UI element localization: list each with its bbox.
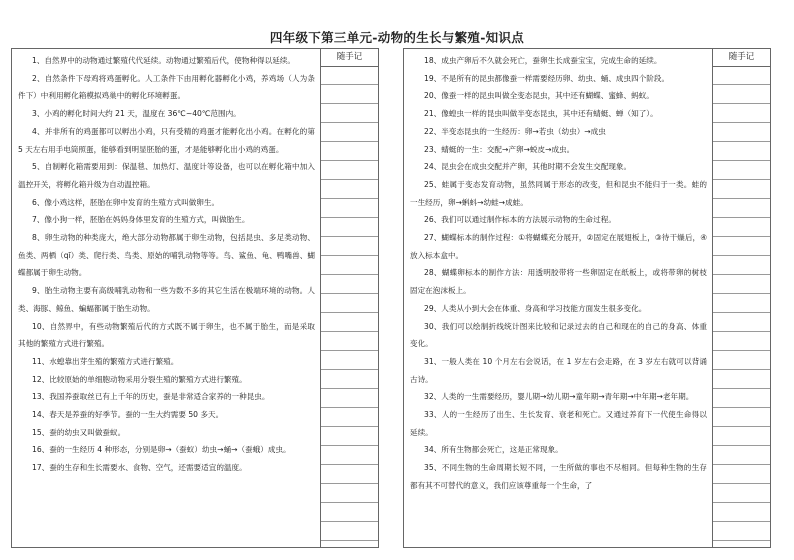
knowledge-item: 29、人类从小到大会在体重、身高和学习技能方面发生很多变化。: [424, 303, 647, 313]
knowledge-item: 19、不是所有的昆虫都像蚕一样需要经历卵、幼虫、蛹、成虫四个阶段。: [424, 73, 670, 83]
knowledge-item: 10、自然界中，有些动物繁殖后代的方式既不属于卵生，也不属于胎生，而是采取其他的繁殖方式进行繁殖。: [18, 321, 315, 349]
knowledge-item: 14、春天是养蚕的好季节。蚕的一生大约需要 50 多天。: [32, 410, 224, 420]
knowledge-item: 2、自然条件下母鸡将鸡蛋孵化。人工条件下由用孵化器孵化小鸡，养鸡场（人为条件下）中利用孵化箱模拟鸡巢中的孵化环境孵蛋。: [18, 73, 315, 101]
knowledge-item: 26、我们可以通过制作标本的方法展示动物的生命过程。: [424, 215, 616, 225]
knowledge-item: 12、比较原始的单细胞动物采用分裂生殖的繁殖方式进行繁殖。: [32, 374, 247, 384]
notes-column-right: [713, 49, 770, 547]
notes-ruled-lines-right: [713, 66, 770, 547]
knowledge-item: 22、半变态昆虫的一生经历：卵→若虫（幼虫）→成虫: [424, 126, 606, 136]
knowledge-item: 24、昆虫会在成虫交配并产卵，其他时期不会发生交配现象。: [424, 162, 632, 172]
notes-header-left: 随手记: [321, 49, 378, 67]
notes-column-left: [321, 49, 378, 547]
knowledge-item: 20、像蚕一样的昆虫叫做全变态昆虫，其中还有蝴蝶、蜜蜂、蚂蚁。: [424, 91, 654, 101]
knowledge-item: 17、蚕的生存和生长需要水、食物、空气，还需要适宜的温度。: [32, 463, 247, 473]
page-title: 四年级下第三单元-动物的生长与繁殖-知识点: [269, 30, 525, 45]
knowledge-item: 5、自制孵化箱需要用到：保温毯、加热灯、温度计等设备，也可以在孵化箱中加入温控开关，将孵化箱升级为自动温控箱。: [18, 162, 315, 189]
knowledge-item: 13、我国养蚕取丝已有上千年的历史，蚕是非常适合家养的一种昆虫。: [32, 392, 270, 402]
knowledge-table-left: [11, 48, 379, 548]
knowledge-list-right: [404, 49, 713, 547]
knowledge-item: 16、蚕的一生经历 4 种形态，分别是卵→（蚕蚁）幼虫→蛹→（蚕蛾）成虫。: [32, 445, 291, 455]
notes-ruled-lines-left: [321, 66, 378, 547]
knowledge-item: 8、卵生动物的种类庞大，绝大部分动物都属于卵生动物，包括昆虫、多足类动物、鱼类、两栖（qī）类、爬行类、鸟类、原始的哺乳动物等等。鸟、鲨鱼、龟、鸭嘴兽、蝴蝶都属于卵生动物。: [18, 233, 315, 278]
knowledge-item: 15、蚕的幼虫又叫做蚕蚁。: [32, 427, 126, 437]
knowledge-item: 31、一般人类在 10 个月左右会说话，在 1 岁左右会走路，在 3 岁左右就可以背诵古诗。: [410, 356, 707, 384]
knowledge-item: 11、水螅靠出芽生殖的繁殖方式进行繁殖。: [32, 356, 179, 366]
knowledge-item: 34、所有生物都会死亡，这是正常现象。: [424, 445, 563, 455]
knowledge-item: 23、蜻蜓的一生：交配→产卵→蜕皮→成虫。: [424, 144, 575, 154]
notes-header-right: 随手记: [713, 49, 770, 67]
knowledge-item: 6、像小鸡这样，胚胎在卵中发育的生殖方式叫做卵生。: [32, 197, 220, 207]
knowledge-item: 4、并非所有的鸡蛋都可以孵出小鸡，只有受精的鸡蛋才能孵化出小鸡。在孵化的第 5 天左右用手电筒照蛋，能够看到明显胚胎的蛋，才是能够孵化出小鸡的鸡蛋。: [18, 126, 315, 154]
knowledge-item: 7、像小狗一样，胚胎在妈妈身体里发育的生殖方式，叫做胎生。: [32, 215, 250, 225]
knowledge-item: 25、蛙属于变态发育动物，虽然同属于形态的改变，但和昆虫不能归于一类。蛙的一生经历，卵→蝌蚪→幼蛙→成蛙。: [410, 179, 707, 207]
knowledge-item: 28、蝴蝶卵标本的制作方法：用透明胶带将一些卵固定在纸板上，或将带卵的树枝固定在泡沫板上。: [410, 268, 707, 296]
knowledge-item: 9、胎生动物主要有高级哺乳动物和一些为数不多的其它生活在极端环境的动物。人类、海豚、鲸鱼、蝙蝠都属于胎生动物。: [18, 286, 315, 313]
knowledge-item: 1、自然界中的动物通过繁殖代代延续。动物通过繁殖后代，使物种得以延续。: [32, 56, 296, 65]
knowledge-table-right: [403, 48, 771, 548]
knowledge-item: 3、小鸡的孵化时间大约 21 天，温度在 36℃~40℃范围内。: [32, 109, 241, 119]
knowledge-item: 27、蝴蝶标本的制作过程：①将蝴蝶充分展开，②固定在展翅板上，③待干燥后，④放入标本盒中。: [410, 233, 707, 260]
knowledge-item: 32、人类的一生需要经历，婴儿期→幼儿期→童年期→青年期→中年期→老年期。: [424, 392, 694, 402]
knowledge-list-left: [12, 49, 321, 547]
knowledge-item: 18、成虫产卵后不久就会死亡，蚕卵生长成蚕宝宝，完成生命的延续。: [424, 56, 662, 65]
knowledge-item: 35、不同生物的生命周期长短不同，一生所做的事也不尽相同。但每种生物的生存都有其不可替代的意义，我们应该尊重每一个生命，了: [410, 463, 707, 490]
knowledge-item: 21、像蝗虫一样的昆虫叫做半变态昆虫，其中还有蜻蜓、蝉（知了）。: [424, 109, 658, 119]
knowledge-item: 30、我们可以绘制折线统计图来比较和记录过去的自己和现在的自己的身高、体重变化。: [410, 321, 707, 349]
knowledge-item: 33、人的一生经历了出生、生长发育、衰老和死亡。又通过养育下一代使生命得以延续。: [410, 410, 707, 437]
